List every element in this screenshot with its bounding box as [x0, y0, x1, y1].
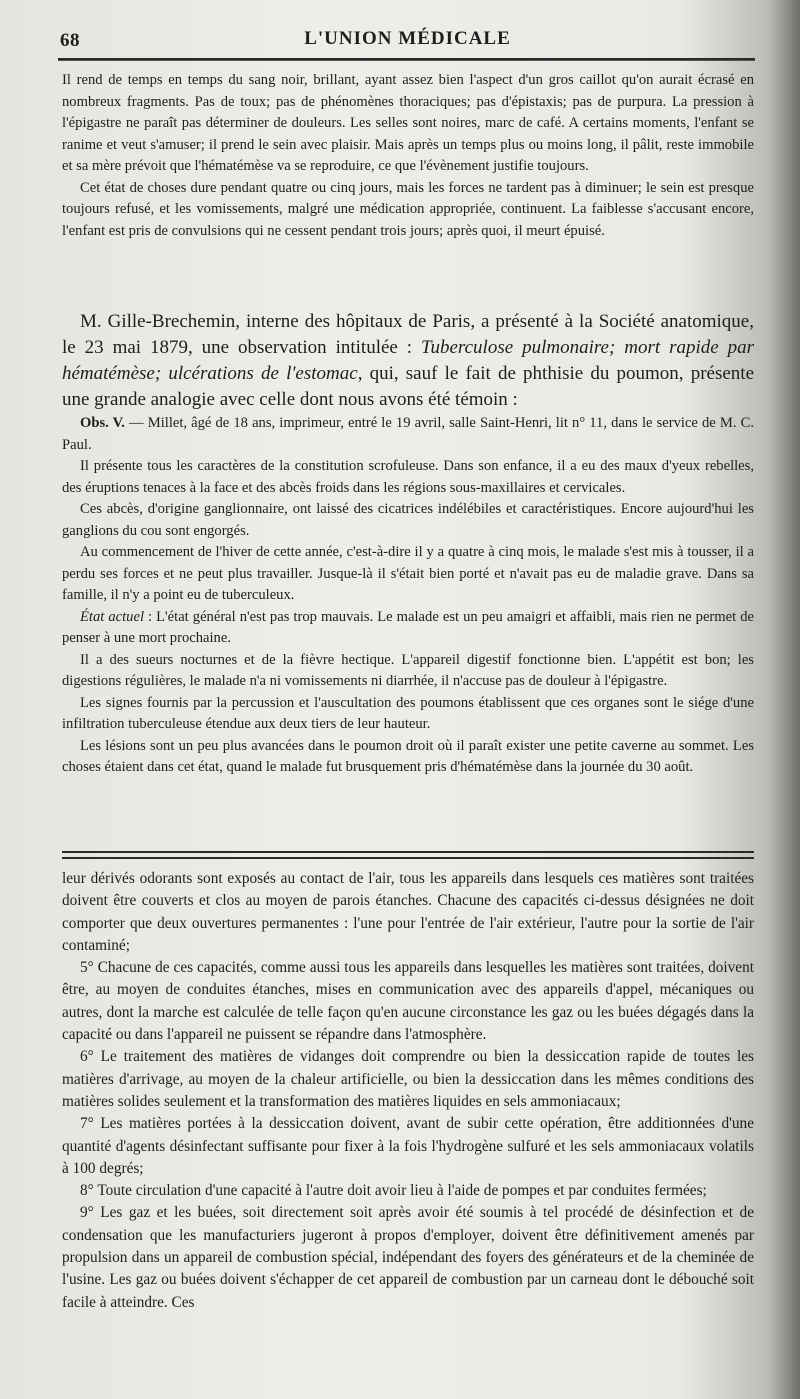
paragraph: 9° Les gaz et les buées, soit directement soit après avoir été soumis à tel procédé de désinfection et de condensation que les manufacturiers jugeront à propos d'employer, doivent être définitivement amenés par propulsion dans un appareil de combustion spécial, indépendant des foyers des générateurs et de la cheminée de l'usine. Les gaz ou buées doivent s'échapper de cet appareil de combustion par un carneau dont le débouché soit facile à atteindre. Ces [62, 1204, 754, 1311]
etat-actuel-label: État actuel [80, 608, 145, 625]
intro-text: M. Gille-Brechemin, interne des hôpitaux de Paris, a présenté à la Société anatomique, le 23 mai 1879, une observation intitulée : [62, 311, 754, 358]
case-narrative-top [62, 70, 754, 242]
paragraph: Cet état de choses dure pendant quatre ou cinq jours, mais les forces ne tardent pas à diminuer; le sein est presque toujours refusé, et les vomissements, malgré une médication appropriée, continuent. La faiblesse s'accusant encore, l'enfant est pris de convulsions qui ne cessent pendant trois jours; après quoi, il meurt épuisé. [62, 179, 754, 239]
paragraph: leur dérivés odorants sont exposés au contact de l'air, tous les appareils dans lesquels ces matières sont traitées doivent être couverts et clos au moyen de parois étanches. Chacune des capacités ci-dessus désignées ne doit comporter que deux ouvertures permanentes : l'une pour l'entrée de l'air extérieur, l'autre pour la sortie de l'air contaminé; [62, 870, 754, 954]
section-divider [62, 851, 754, 859]
paragraph: Les signes fournis par la percussion et l'auscultation des poumons établissent que ces organes sont le siége d'une infiltration tuberculeuse étendue aux deux tiers de leur hauteur. [62, 694, 754, 732]
observation-intro: — Millet, âgé de 18 ans, imprimeur, entré le 19 avril, salle Saint-Henri, lit n° 11, dans le service de M. C. Paul. [62, 415, 754, 453]
paragraph: 8° Toute circulation d'une capacité à l'autre doit avoir lieu à l'aide de pompes et par conduites fermées; [80, 1182, 707, 1200]
header-rule [58, 58, 755, 61]
regulation-text [62, 868, 754, 1314]
observation-title: Tuberculose pulmonaire; mort rapide par hématémèse; ulcérations de l'estomac [62, 337, 754, 384]
intro-paragraph [62, 309, 754, 413]
page-number: 68 [60, 30, 80, 51]
paragraph: Au commencement de l'hiver de cette année, c'est-à-dire il y a quatre à cinq mois, le malade s'est mis à tousser, il a perdu ses forces et ne peut plus travailler. Jusque-là il s'était bien porté et n'avait pas eu de maladie grave. Dans sa famille, il n'y a point eu de tuberculeux. [62, 544, 754, 603]
paragraph: 7° Les matières portées à la dessiccation doivent, avant de subir cette opération, être additionnées d'une quantité d'agents désinfectant suffisante pour fixer à la fois l'hydrogène sulfuré et les sels ammoniacaux volatils à 100 degrés; [62, 1115, 754, 1177]
observation-block [62, 413, 754, 779]
paragraph: 6° Le traitement des matières de vidanges doit comprendre ou bien la dessiccation rapide de toutes les matières d'arrivage, au moyen de la chaleur artificielle, ou bien la dessiccation dans les mêmes conditions des matières solides seulement et la transformation des matières liquides en sels ammoniacaux; [62, 1048, 754, 1110]
page-header [60, 24, 755, 54]
paragraph: Il rend de temps en temps du sang noir, brillant, ayant assez bien l'aspect d'un gros caillot qu'on aurait écrasé en nombreux fragments. Pas de toux; pas de phénomènes thoraciques; pas d'épistaxis; pas de purpura. La pression à l'épigastre ne paraît pas déterminer de douleurs. Les selles sont noires, marc de café. A certains moments, l'enfant se ranime et veut s'amuser; il prend le sein avec plaisir. Mais après un temps plus ou moins long, il pâlit, reste immobile et sa mère prévoit que l'hématémèse va se reproduire, ce que l'évènement justifie toujours. [62, 72, 754, 174]
observation-label: Obs. V. [80, 415, 125, 431]
running-title: L'UNION MÉDICALE [304, 28, 511, 49]
paragraph: 5° Chacune de ces capacités, comme aussi tous les appareils dans lesquelles les matières sont traitées, doivent être, au moyen de conduites étanches, mises en communication avec des appareils d'appel, mécaniques ou autres, dont la marche est calculée de telle façon qu'en aucune circonstance les gaz ou les buées dégagés dans la capacité ou dans l'appareil ne puissent se répandre dans l'atmosphère. [62, 959, 754, 1044]
paragraph-text: : L'état général n'est pas trop mauvais. Le malade est un peu amaigri et affaibli, mais rien ne permet de penser à une mort prochaine. [62, 608, 754, 646]
paragraph: Les lésions sont un peu plus avancées dans le poumon droit où il paraît exister une petite caverne au sommet. Les choses étaient dans cet état, quand le malade fut brusquement pris d'hématémèse dans la journée du 30 août. [62, 737, 754, 775]
paragraph: Ces abcès, d'origine ganglionnaire, ont laissé des cicatrices indélébiles et caractéristiques. Encore aujourd'hui les ganglions du cou sont engorgés. [62, 501, 754, 539]
paragraph: Il a des sueurs nocturnes et de la fièvre hectique. L'appareil digestif fonctionne bien. L'appétit est bon; les digestions régulières, le malade n'a ni vomissements ni diarrhée, il n'accuse pas de douleur à l'épigastre. [62, 651, 754, 689]
paragraph: Il présente tous les caractères de la constitution scrofuleuse. Dans son enfance, il a eu des maux d'yeux rebelles, des éruptions tenaces à la face et des abcès froids dans les régions sous-maxillaires et cervicales. [62, 458, 754, 496]
intro-text-end: , qui, sauf le fait de phthisie du poumon, présente une grande analogie avec celle dont nous avons été témoin : [62, 363, 755, 410]
